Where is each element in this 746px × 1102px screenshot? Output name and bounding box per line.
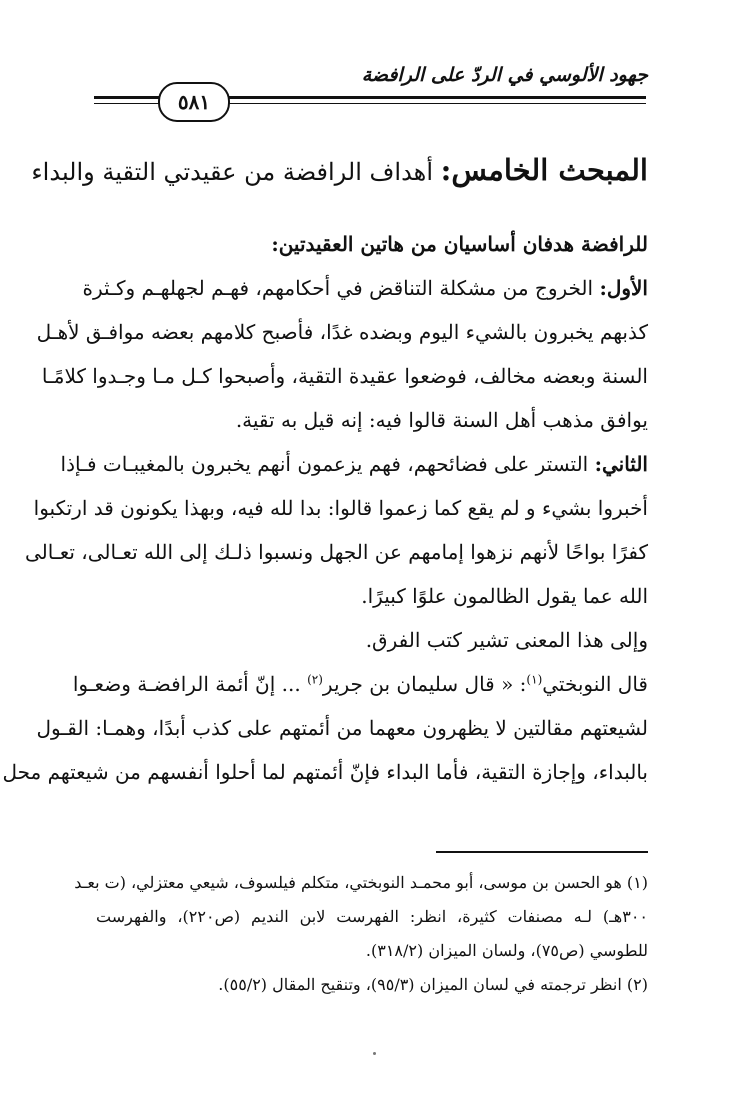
- footnote-1-line-3: للطوسي (ص٧٥)، ولسان الميزان (٣١٨/٢).: [365, 941, 648, 960]
- page-number-badge: [158, 82, 230, 122]
- paragraph-third-line: وإلى هذا المعنى تشير كتب الفرق.: [365, 628, 648, 652]
- footnote-1-line-2: ٣٠٠هـ) لـه مصنفات كثيرة، انظر: الفهرست لابن النديم (ص٢٢٠)، والفهرست: [96, 907, 649, 926]
- running-title: جهود الألوسي في الردّ على الرافضة: [361, 64, 648, 86]
- section-heading: [31, 150, 648, 192]
- section-heading-text: أهداف الرافضة من عقيدتي التقية والبداء: [31, 158, 441, 186]
- quote-part-b: : « قال سليمان بن جرير: [322, 672, 527, 696]
- paragraph-second-line-1: [60, 444, 648, 484]
- quote-line-1: [72, 664, 648, 704]
- quote-line-2: لشيعتهم مقالتين لا يظهرون معهما من أئمتهم على كذب أبدًا، وهمـا: القـول: [36, 716, 648, 740]
- page-number: ٥٨١: [177, 90, 211, 114]
- footnote-2: (٢) انظر ترجمته في لسان الميزان (٩٥/٣)، وتنقيح المقال (٥٥/٢).: [218, 975, 648, 994]
- first-label: الأول:: [599, 276, 648, 300]
- footnote-1-line-1: (١) هو الحسن بن موسى، أبو محمـد النوبختي، متكلم فيلسوف، شيعي معتزلي، (ت بعـد: [74, 873, 648, 892]
- second-label: الثاني:: [594, 452, 648, 476]
- section-heading-lead: المبحث الخامس:: [440, 153, 648, 187]
- page-speck: [373, 1052, 376, 1055]
- footnote-separator: [436, 851, 648, 853]
- footnote-ref-2[interactable]: (٢): [307, 672, 323, 687]
- first-text-1: الخروج من مشكلة التناقض في أحكامهم، فهـم لجهلهـم وكـثرة: [82, 276, 600, 300]
- paragraph-first-line-1: [82, 268, 648, 308]
- paragraph-second-line-4: الله عما يقول الظالمون علوًا كبيرًا.: [361, 584, 648, 608]
- paragraph-first-line-3: السنة وبعضه مخالف، فوضعوا عقيدة التقية، وأصبحوا كـل مـا وجـدوا كلامًـا: [41, 364, 648, 388]
- paragraph-second-line-3: كفرًا بواحًا لأنهم نزهوا إمامهم عن الجهل ونسبوا ذلـك إلى الله تعـالى، تعـالى: [25, 540, 648, 564]
- paragraph-second-line-2: أخبروا بشيء و لم يقع كما زعموا قالوا: بدا لله فيه، وبهذا يكونون قد ارتكبوا: [33, 496, 648, 520]
- quote-part-c: ... إنّ أئمة الرافضـة وضعـوا: [72, 672, 308, 696]
- paragraph-first-line-2: كذبهم يخبرون بالشيء اليوم وبضده غدًا، فأصبح كلامهم بعضه موافـق لأهـل: [36, 320, 648, 344]
- paragraph-first-line-4: يوافق مذهب أهل السنة قالوا فيه: إنه قيل به تقية.: [235, 408, 648, 432]
- intro-line: للرافضة هدفان أساسيان من هاتين العقيدتين:: [271, 232, 648, 256]
- quote-line-3: بالبداء، وإجازة التقية، فأما البداء فإنّ أئمتهم لما أحلوا أنفسهم من شيعتهم محل: [2, 760, 648, 784]
- footnote-ref-1[interactable]: (١): [526, 672, 543, 687]
- quote-part-a: قال النوبختي: [542, 672, 648, 696]
- second-text-1: التستر على فضائحهم، فهم يزعمون أنهم يخبرون بالمغيبـات فـإذا: [60, 452, 595, 476]
